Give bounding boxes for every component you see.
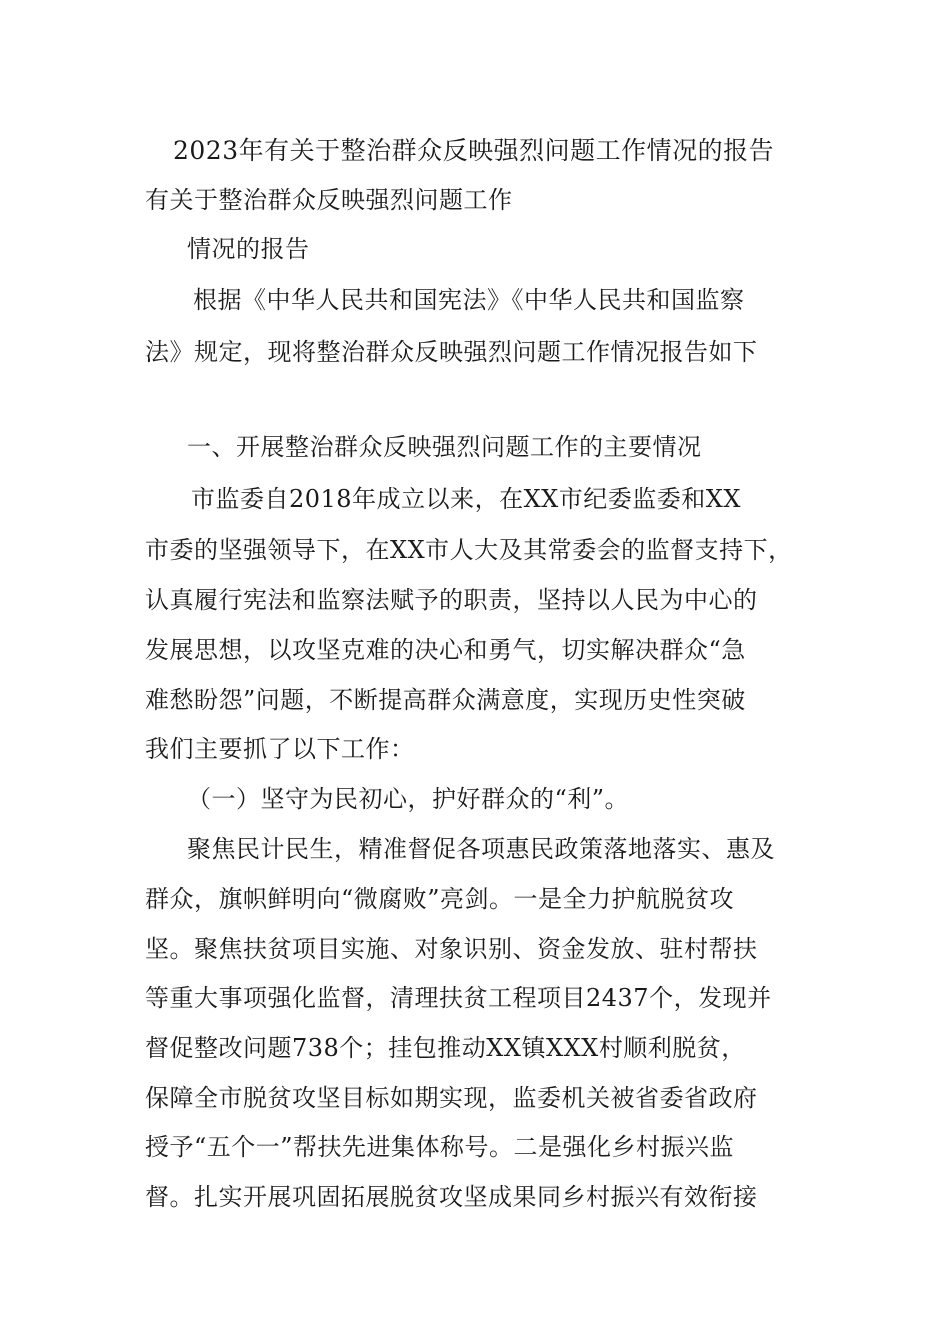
paragraph-line: 市监委自2018年成立以来，在XX市纪委监委和XX	[191, 485, 741, 513]
paragraph-line: 群众，旗帜鲜明向“微腐败”亮剑。一是全力护航脱贫攻	[145, 885, 735, 913]
paragraph-line: 难愁盼怨”问题，不断提高群众满意度，实现历史性突破	[145, 686, 746, 714]
subsection-heading: （一）坚守为民初心，护好群众的“利”。	[187, 785, 630, 813]
paragraph-line: 授予“五个一”帮扶先进集体称号。二是强化乡村振兴监	[145, 1133, 735, 1161]
paragraph-line: 坚。聚焦扶贫项目实施、对象识别、资金发放、驻村帮扶	[145, 935, 758, 963]
paragraph-line: 等重大事项强化监督，清理扶贫工程项目2437个，发现并	[145, 984, 772, 1012]
paragraph-line: 聚焦民计民生，精准督促各项惠民政策落地落实、惠及	[187, 835, 775, 863]
paragraph-line: 发展思想，以攻坚克难的决心和勇气，切实解决群众“急	[145, 636, 746, 664]
paragraph-line: 督。扎实开展巩固拓展脱贫攻坚成果同乡村振兴有效衔接	[145, 1183, 758, 1211]
document-title: 2023年有关于整治群众反映强烈问题工作情况的报告	[173, 136, 775, 165]
intro-line: 法》规定，现将整治群众反映强烈问题工作情况报告如下	[145, 338, 758, 366]
paragraph-line: 市委的坚强领导下，在XX市人大及其常委会的监督支持下，	[145, 536, 793, 564]
intro-line: 根据《中华人民共和国宪法》《中华人民共和国监察	[193, 286, 745, 314]
paragraph-line: 认真履行宪法和监察法赋予的职责，坚持以人民为中心的	[145, 586, 758, 614]
section-heading: 一、开展整治群众反映强烈问题工作的主要情况	[187, 433, 702, 461]
subtitle-line: 情况的报告	[187, 235, 310, 263]
paragraph-line: 我们主要抓了以下工作：	[145, 735, 415, 763]
paragraph-line: 保障全市脱贫攻坚目标如期实现，监委机关被省委省政府	[145, 1084, 758, 1112]
paragraph-line: 督促整改问题738个；挂包推动XX镇XXX村顺利脱贫，	[145, 1034, 746, 1062]
subtitle-line: 有关于整治群众反映强烈问题工作	[145, 186, 513, 214]
